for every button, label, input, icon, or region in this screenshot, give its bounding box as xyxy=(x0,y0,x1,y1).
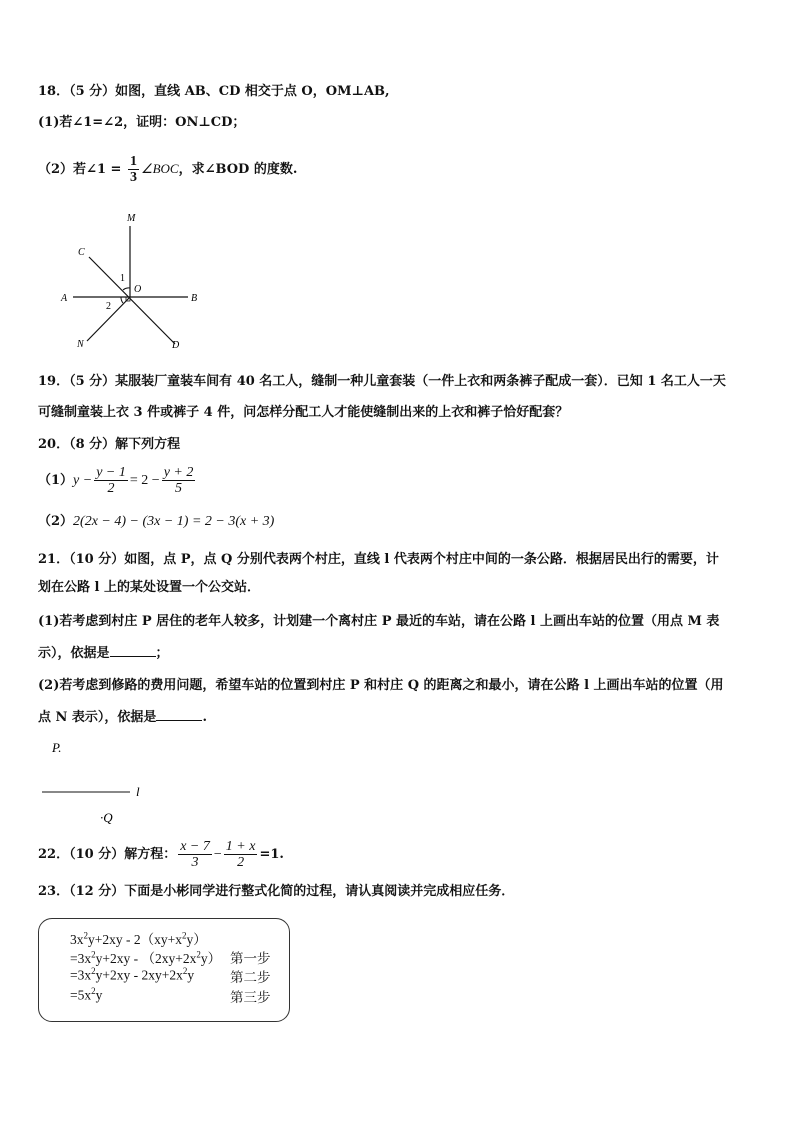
q22-equation xyxy=(38,836,284,874)
q22-suffix: =1. xyxy=(259,847,284,862)
label-C: C xyxy=(78,247,85,258)
step-expression: =3x xyxy=(70,951,92,966)
step-expression: y+2xy - （2xy+2x xyxy=(95,951,197,966)
exponent: 2 xyxy=(181,930,187,941)
q21-statement xyxy=(38,546,758,732)
q18-part1: (1)若∠1=∠2，证明：ON⊥CD； xyxy=(38,115,246,130)
fraction-denominator: 2 xyxy=(107,481,115,496)
q18-figure xyxy=(55,210,215,355)
label-N: N xyxy=(77,339,84,350)
fraction-numerator: y − 1 xyxy=(96,465,126,480)
step-expression: y） xyxy=(186,932,207,947)
q18-fraction xyxy=(128,154,139,185)
q21-part2-suffix: . xyxy=(202,710,207,725)
label-P: P. xyxy=(52,740,62,755)
q20-fraction-2 xyxy=(162,465,196,496)
step-expression: y xyxy=(95,987,103,1003)
label-Q: ·Q xyxy=(100,810,113,825)
q18-angle: ∠BOC xyxy=(140,161,179,176)
fraction-denominator: 3 xyxy=(129,170,137,185)
q19-line1: 19．（5 分）某服装厂童装车间有 40 名工人，缝制一种儿童套装（一件上衣和两条裤子配成一套）．已知 1 名工人一天 xyxy=(38,374,726,389)
q23-title: 23．（12 分）下面是小彬同学进行整式化简的过程，请认真阅读并完成相应任务． xyxy=(38,884,515,899)
step-2-label: 第二步 xyxy=(230,970,271,985)
fraction-numerator: 1 xyxy=(129,154,137,169)
q21-part1-line2 xyxy=(38,640,758,668)
step-1 xyxy=(70,947,221,967)
step-3-label: 第三步 xyxy=(230,990,271,1005)
label-O: O xyxy=(134,284,142,295)
step-expression: y+2xy - 2xy+2x xyxy=(95,967,183,983)
q18-part2 xyxy=(38,150,297,189)
fraction-numerator: x − 7 xyxy=(180,839,210,854)
q21-line2: 划在公路 l 上的某处设置一个公交站． xyxy=(38,580,260,595)
q20-eq1-mid: = 2 − xyxy=(129,473,160,488)
q21-part1-suffix: ； xyxy=(155,646,169,661)
label-angle-1: 1 xyxy=(120,273,125,284)
label-B: B xyxy=(191,293,198,304)
q20-eq2-expression: 2(2x − 4) − (3x − 1) = 2 − 3(x + 3) xyxy=(73,514,275,529)
exponent: 2 xyxy=(91,966,96,976)
q21-figure xyxy=(38,736,148,828)
q20-fraction-1 xyxy=(94,465,128,496)
q20-eq2-label: （2） xyxy=(38,514,74,529)
q21-part1-prefix: 示），依据是 xyxy=(38,646,110,661)
q22-fraction-1 xyxy=(178,839,212,870)
fraction-denominator: 2 xyxy=(237,855,245,870)
step-expression: 3x xyxy=(70,932,84,947)
step-expression: y） xyxy=(200,951,222,966)
label-A: A xyxy=(61,293,68,304)
q20-title: 20．（8 分）解下列方程 xyxy=(38,437,181,452)
q19-line2: 可缝制童装上衣 3 件或裤子 4 件，问怎样分配工人才能使缝制出来的上衣和裤子恰好配套？ xyxy=(38,405,569,420)
q18-title: 18．（5 分）如图，直线 AB、CD 相交于点 O，OM⊥AB, xyxy=(38,84,390,99)
q20-eq1-label: （1） xyxy=(38,473,74,488)
step-expression: y+2xy - 2（xy+x xyxy=(88,932,182,947)
q18-part2-suffix: ，求∠BOD 的度数. xyxy=(178,162,298,177)
q21-part2-line2 xyxy=(38,704,758,732)
q20-eq1-lhs: y − xyxy=(73,473,93,488)
q21-part1-line1: (1)若考虑到村庄 P 居住的老年人较多，计划建一个离村庄 P 最近的车站，请在公路 l 上画出车站的位置（用点 M 表 xyxy=(38,614,720,629)
exponent: 2 xyxy=(196,949,201,960)
step-expression: =3x xyxy=(70,967,92,983)
q21-part2-line1: (2)若考虑到修路的费用问题，希望车站的位置到村庄 P 和村庄 Q 的距离之和最小，请在公路 l 上画出车站的位置（用 xyxy=(38,678,724,693)
q21-line1: 21．（10 分）如图，点 P，点 Q 分别代表两个村庄，直线 l 代表两个村庄中间的一条公路．根据居民出行的需要，计 xyxy=(38,552,719,567)
q22-prefix: 22．（10 分）解方程： xyxy=(38,847,177,862)
fraction-denominator: 3 xyxy=(191,855,199,870)
fraction-numerator: 1 + x xyxy=(225,839,256,854)
label-l: l xyxy=(136,784,140,799)
step-3 xyxy=(70,986,102,1004)
step-1-label: 第一步 xyxy=(230,951,271,966)
exponent: 2 xyxy=(83,930,88,941)
step-expression: y xyxy=(187,967,195,983)
q22-fraction-2 xyxy=(224,839,258,870)
q21-part2-prefix: 点 N 表示），依据是 xyxy=(38,710,157,725)
answer-blank-2[interactable] xyxy=(156,707,202,721)
fraction-denominator: 5 xyxy=(175,481,183,496)
angle-1-arc xyxy=(123,288,130,290)
q20-eq2 xyxy=(38,512,274,532)
step-expression: =5x xyxy=(70,987,92,1003)
q18-part2-prefix: （2）若∠1 = xyxy=(38,162,126,177)
q20-eq1 xyxy=(38,462,197,500)
fraction-numerator: y + 2 xyxy=(163,465,194,480)
angle-2-arc xyxy=(121,297,123,303)
step-0 xyxy=(70,928,207,948)
label-D: D xyxy=(172,340,180,351)
label-M: M xyxy=(127,213,136,224)
q22-minus: − xyxy=(213,847,222,862)
exponent: 2 xyxy=(91,986,96,996)
step-2 xyxy=(70,966,194,984)
answer-blank-1[interactable] xyxy=(110,643,156,657)
exponent: 2 xyxy=(182,966,188,976)
line-CD xyxy=(89,257,175,344)
exponent: 2 xyxy=(91,949,96,960)
label-angle-2: 2 xyxy=(106,301,111,312)
